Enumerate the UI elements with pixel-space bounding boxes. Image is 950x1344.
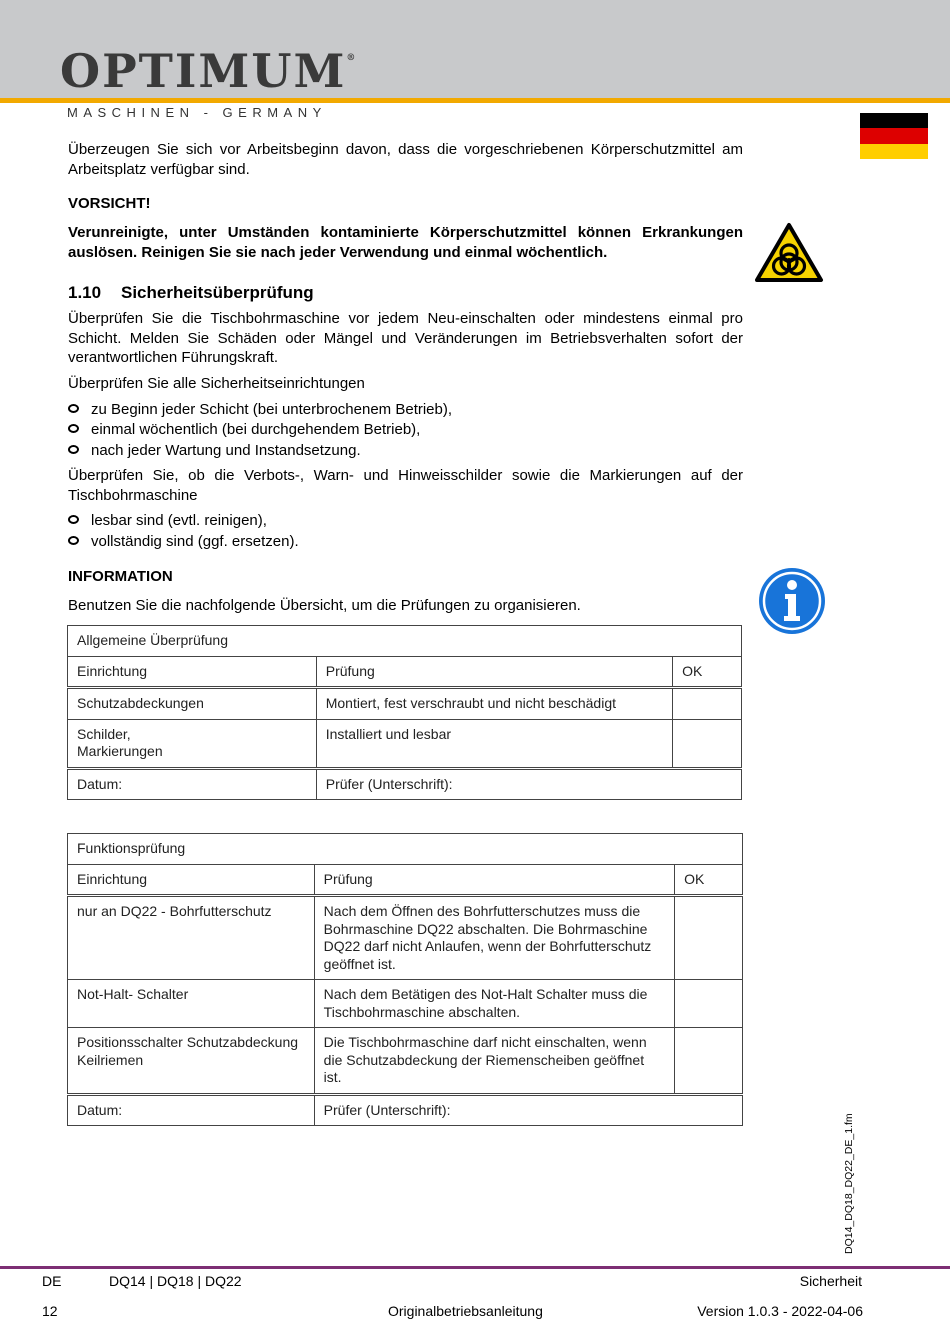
side-filename: DQ14_DQ18_DQ22_DE_1.fm — [843, 1113, 855, 1254]
footer-version: Version 1.0.3 - 2022-04-06 — [697, 1303, 863, 1319]
ok-cell — [673, 688, 742, 720]
table-row — [68, 1028, 743, 1095]
column-header: OK — [675, 864, 743, 896]
list-item: zu Beginn jeder Schicht (bei unterbrochenem Betrieb), — [68, 400, 452, 419]
list-item: einmal wöchentlich (bei durchgehendem Betrieb), — [68, 420, 420, 439]
table-title: Funktionsprüfung — [68, 834, 743, 865]
intro-paragraph: Überzeugen Sie sich vor Arbeitsbeginn davon, dass die vorgeschriebenen Körperschutzmittel am Arbeitsplatz verfügbar sind. — [68, 141, 743, 178]
header-accent-line — [0, 98, 950, 103]
section-paragraph-1: Überprüfen Sie die Tischbohrmaschine vor jedem Neu-einschalten oder mindestens einmal pro Schicht. Melden Sie Schäden oder Mängel und Veränderungen im Betriebsverhalten sofort der verantwortlichen Führungskraft. — [68, 310, 743, 366]
table-title: Allgemeine Überprüfung — [68, 626, 742, 657]
footer-chapter: Sicherheit — [799, 1273, 862, 1289]
column-header: Prüfung — [316, 656, 672, 688]
table-cell: Schilder, Markierungen — [68, 719, 317, 768]
information-text: Benutzen Sie die nachfolgende Übersicht, um die Prüfungen zu organisieren. — [68, 597, 581, 614]
date-label: Datum: — [68, 768, 317, 800]
table-cell: Installiert und lesbar — [316, 719, 672, 768]
ok-cell — [673, 719, 742, 768]
biohazard-warning-icon — [754, 222, 824, 284]
table-cell: Positionsschalter Schutzabdeckung Keilriemen — [68, 1028, 315, 1095]
column-header: Einrichtung — [68, 864, 315, 896]
caution-title: VORSICHT! — [68, 195, 151, 212]
footer-models: DQ14 | DQ18 | DQ22 — [109, 1273, 242, 1289]
caution-text: Verunreinigte, unter Umständen kontaminierte Körperschutzmittel können Erkrankungen auslösen. Reinigen Sie sie nach jeder Verwendung und einmal wöchentlich. — [68, 224, 743, 261]
table-cell: Montiert, fest verschraubt und nicht beschädigt — [316, 688, 672, 720]
table-row — [68, 719, 742, 768]
section-heading: 1.10 Sicherheitsüberprüfung — [68, 283, 314, 302]
footer-doc-type: Originalbetriebsanleitung — [388, 1303, 543, 1319]
date-label: Datum: — [68, 1094, 315, 1126]
ok-cell — [675, 896, 743, 980]
column-header: Prüfung — [314, 864, 674, 896]
page-number: 12 — [42, 1303, 58, 1319]
table-row — [68, 980, 743, 1028]
table-cell: Die Tischbohrmaschine darf nicht einschalten, wenn die Schutzabdeckung der Riemenscheiben geöffnet ist. — [314, 1028, 674, 1095]
column-header: OK — [673, 656, 742, 688]
signature-label: Prüfer (Unterschrift): — [314, 1094, 742, 1126]
column-header: Einrichtung — [68, 656, 317, 688]
table-row — [68, 896, 743, 980]
table-row — [68, 688, 742, 720]
table-cell: Schutzabdeckungen — [68, 688, 317, 720]
ok-cell — [675, 980, 743, 1028]
table-cell: nur an DQ22 - Bohrfutterschutz — [68, 896, 315, 980]
section-paragraph-2: Überprüfen Sie alle Sicherheitseinrichtungen — [68, 375, 365, 392]
function-check-table — [67, 833, 743, 1126]
table-cell: Nach dem Betätigen des Not-Halt Schalter muss die Tischbohrmaschine abschalten. — [314, 980, 674, 1028]
ok-cell — [675, 1028, 743, 1095]
general-check-table — [67, 625, 742, 800]
optimum-logo: OPTIMUM® — [60, 44, 358, 98]
list-item: lesbar sind (evtl. reinigen), — [68, 511, 267, 530]
information-icon — [757, 566, 827, 636]
footer-line — [0, 1266, 950, 1269]
logo-tagline: MASCHINEN - GERMANY — [67, 105, 327, 120]
list-item: nach jeder Wartung und Instandsetzung. — [68, 441, 361, 460]
information-title: INFORMATION — [68, 568, 173, 585]
footer-language: DE — [42, 1273, 62, 1289]
section-paragraph-3: Überprüfen Sie, ob die Verbots-, Warn- und Hinweisschilder sowie die Markierungen auf der Tischbohrmaschine — [68, 467, 743, 504]
list-item: vollständig sind (ggf. ersetzen). — [68, 532, 299, 551]
table-cell: Nach dem Öffnen des Bohrfutterschutzes muss die Bohrmaschine DQ22 abschalten. Die Bohrmaschine DQ22 darf nicht Anlaufen, wenn der Bohrfutterschutz geöffnet ist. — [314, 896, 674, 980]
signature-label: Prüfer (Unterschrift): — [316, 768, 741, 800]
table-cell: Not-Halt- Schalter — [68, 980, 315, 1028]
german-flag-icon — [860, 113, 928, 159]
